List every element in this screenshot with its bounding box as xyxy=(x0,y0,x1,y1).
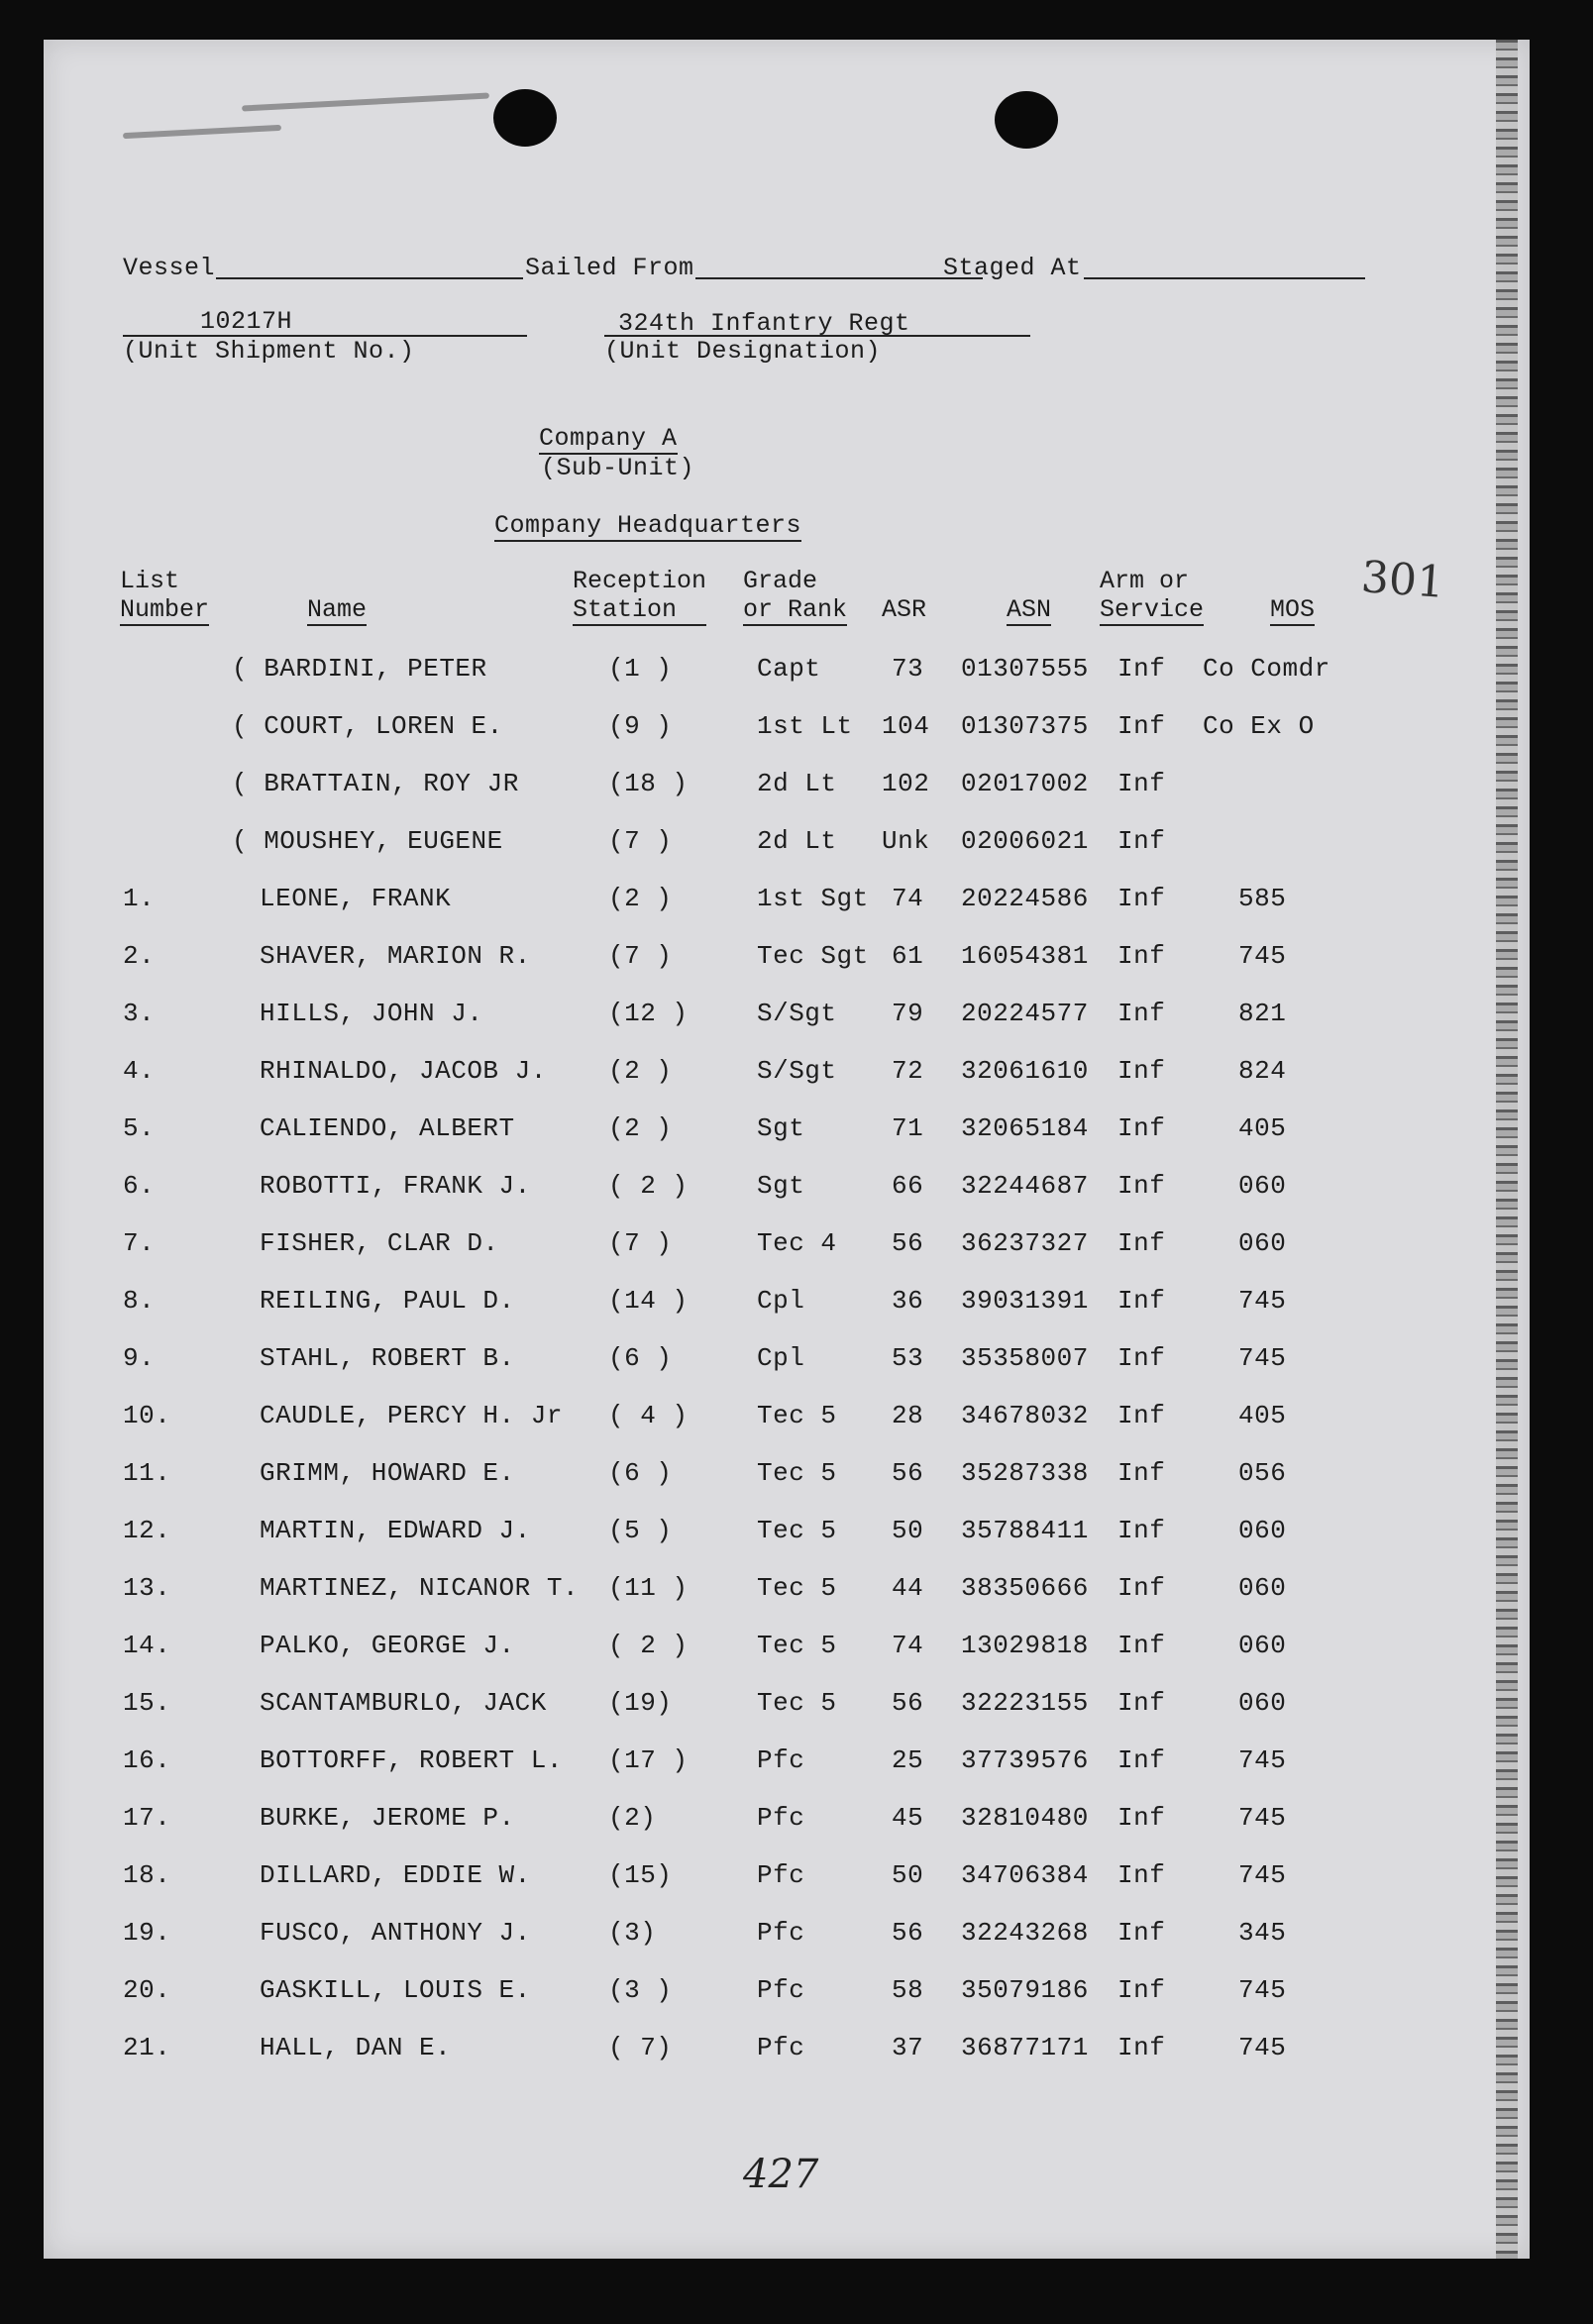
cell-grade: Sgt xyxy=(757,1171,805,1201)
cell-no: 16. xyxy=(123,1745,171,1775)
cell-asn: 02017002 xyxy=(961,769,1089,798)
unit-designation-caption: (Unit Designation) xyxy=(604,337,882,366)
cell-name: CAUDLE, PERCY H. Jr xyxy=(260,1401,563,1430)
cell-asr: 56 xyxy=(892,1688,924,1718)
cell-asn: 32065184 xyxy=(961,1113,1089,1143)
table-row xyxy=(44,1745,1490,1781)
cell-arm: Inf xyxy=(1117,1171,1166,1201)
cell-mos: 060 xyxy=(1238,1631,1287,1660)
cell-no: 5. xyxy=(123,1113,156,1143)
cell-mos: 405 xyxy=(1238,1113,1287,1143)
cell-no: 20. xyxy=(123,1975,171,2005)
table-row xyxy=(44,1401,1490,1436)
cell-name: GASKILL, LOUIS E. xyxy=(260,1975,531,2005)
cell-asr: 102 xyxy=(882,769,930,798)
cell-mos: 060 xyxy=(1238,1516,1287,1545)
cell-asr: 56 xyxy=(892,1228,924,1258)
vessel-label: Vessel xyxy=(123,254,216,282)
cell-mos: 060 xyxy=(1238,1228,1287,1258)
cell-mos: Co Ex O xyxy=(1203,711,1315,741)
col-asn: ASN xyxy=(1007,595,1052,624)
cell-station: (2 ) xyxy=(608,1056,673,1086)
cell-no: 10. xyxy=(123,1401,171,1430)
cell-no: 4. xyxy=(123,1056,156,1086)
cell-name: HILLS, JOHN J. xyxy=(260,999,483,1028)
cell-asr: 25 xyxy=(892,1745,924,1775)
cell-mos: 060 xyxy=(1238,1688,1287,1718)
cell-name: CALIENDO, ALBERT xyxy=(260,1113,515,1143)
cell-grade: S/Sgt xyxy=(757,1056,837,1086)
cell-arm: Inf xyxy=(1117,769,1166,798)
cell-mos: 745 xyxy=(1238,2033,1287,2062)
cell-station: ( 4 ) xyxy=(608,1401,689,1430)
cell-station: (17 ) xyxy=(608,1745,689,1775)
table-row xyxy=(44,1056,1490,1092)
cell-asr: 56 xyxy=(892,1918,924,1948)
table-row xyxy=(44,2033,1490,2068)
cell-asn: 35358007 xyxy=(961,1343,1089,1373)
cell-no: 6. xyxy=(123,1171,156,1201)
unit-designation: 324th Infantry Regt xyxy=(618,309,910,338)
cell-grade: Tec 5 xyxy=(757,1688,837,1718)
cell-mos: 821 xyxy=(1238,999,1287,1028)
cell-grade: Tec 5 xyxy=(757,1458,837,1488)
cell-mos: 060 xyxy=(1238,1171,1287,1201)
cell-arm: Inf xyxy=(1117,1113,1166,1143)
cell-no: 12. xyxy=(123,1516,171,1545)
table-row xyxy=(44,999,1490,1034)
cell-name: BURKE, JEROME P. xyxy=(260,1803,515,1833)
section-title: Company Headquarters xyxy=(494,511,802,540)
cell-arm: Inf xyxy=(1117,941,1166,971)
binding-edge xyxy=(1496,40,1518,2259)
table-row xyxy=(44,1343,1490,1379)
col-name: Name xyxy=(307,595,368,624)
sub-unit: Company A xyxy=(539,424,678,453)
cell-grade: 1st Sgt xyxy=(757,884,869,913)
cell-arm: Inf xyxy=(1117,654,1166,684)
staged-at-label: Staged At xyxy=(943,254,1082,282)
cell-asr: 50 xyxy=(892,1860,924,1890)
cell-asr: 74 xyxy=(892,884,924,913)
cell-arm: Inf xyxy=(1117,1631,1166,1660)
table-row xyxy=(44,826,1490,862)
cell-grade: Cpl xyxy=(757,1343,805,1373)
cell-station: (1 ) xyxy=(608,654,673,684)
cell-grade: Pfc xyxy=(757,1918,805,1948)
cell-name: ( BARDINI, PETER xyxy=(232,654,487,684)
table-row xyxy=(44,1113,1490,1149)
cell-arm: Inf xyxy=(1117,1573,1166,1603)
cell-mos: 345 xyxy=(1238,1918,1287,1948)
cell-mos: 585 xyxy=(1238,884,1287,913)
cell-no: 1. xyxy=(123,884,156,913)
cell-grade: Tec 5 xyxy=(757,1631,837,1660)
table-row xyxy=(44,1458,1490,1494)
cell-asn: 39031391 xyxy=(961,1286,1089,1316)
cell-asn: 32061610 xyxy=(961,1056,1089,1086)
scan-smudge xyxy=(242,92,489,111)
vessel-blank xyxy=(216,277,523,279)
cell-arm: Inf xyxy=(1117,1458,1166,1488)
cell-mos: 824 xyxy=(1238,1056,1287,1086)
table-row xyxy=(44,1860,1490,1896)
cell-arm: Inf xyxy=(1117,1343,1166,1373)
cell-no: 13. xyxy=(123,1573,171,1603)
cell-asn: 01307555 xyxy=(961,654,1089,684)
cell-name: ( BRATTAIN, ROY JR xyxy=(232,769,519,798)
cell-grade: Pfc xyxy=(757,1975,805,2005)
table-row xyxy=(44,1803,1490,1839)
cell-grade: Pfc xyxy=(757,1803,805,1833)
cell-no: 3. xyxy=(123,999,156,1028)
cell-arm: Inf xyxy=(1117,884,1166,913)
cell-arm: Inf xyxy=(1117,1803,1166,1833)
document-page xyxy=(44,40,1530,2259)
cell-asr: 44 xyxy=(892,1573,924,1603)
cell-station: (9 ) xyxy=(608,711,673,741)
cell-no: 9. xyxy=(123,1343,156,1373)
cell-asn: 20224577 xyxy=(961,999,1089,1028)
table-row xyxy=(44,1573,1490,1609)
cell-arm: Inf xyxy=(1117,1688,1166,1718)
cell-station: (2 ) xyxy=(608,1113,673,1143)
col-reception-station: Reception Station xyxy=(573,567,707,624)
cell-arm: Inf xyxy=(1117,826,1166,856)
cell-station: (6 ) xyxy=(608,1458,673,1488)
cell-name: PALKO, GEORGE J. xyxy=(260,1631,515,1660)
cell-name: FUSCO, ANTHONY J. xyxy=(260,1918,531,1948)
cell-grade: 2d Lt xyxy=(757,769,837,798)
cell-asr: 74 xyxy=(892,1631,924,1660)
cell-station: ( 7) xyxy=(608,2033,673,2062)
cell-mos: 745 xyxy=(1238,941,1287,971)
cell-station: (3 ) xyxy=(608,1975,673,2005)
cell-asr: 104 xyxy=(882,711,930,741)
cell-no: 8. xyxy=(123,1286,156,1316)
cell-arm: Inf xyxy=(1117,1516,1166,1545)
cell-asn: 37739576 xyxy=(961,1745,1089,1775)
cell-asr: 50 xyxy=(892,1516,924,1545)
cell-arm: Inf xyxy=(1117,1860,1166,1890)
table-row xyxy=(44,1286,1490,1321)
sailed-from-blank xyxy=(695,277,983,279)
cell-name: HALL, DAN E. xyxy=(260,2033,452,2062)
cell-grade: 2d Lt xyxy=(757,826,837,856)
cell-asn: 36237327 xyxy=(961,1228,1089,1258)
cell-station: (5 ) xyxy=(608,1516,673,1545)
cell-station: ( 2 ) xyxy=(608,1171,689,1201)
cell-asr: 28 xyxy=(892,1401,924,1430)
cell-station: (19) xyxy=(608,1688,673,1718)
cell-grade: S/Sgt xyxy=(757,999,837,1028)
cell-station: (12 ) xyxy=(608,999,689,1028)
table-row xyxy=(44,941,1490,977)
table-row xyxy=(44,654,1490,689)
cell-asn: 34678032 xyxy=(961,1401,1089,1430)
cell-no: 14. xyxy=(123,1631,171,1660)
cell-no: 15. xyxy=(123,1688,171,1718)
cell-mos: Co Comdr xyxy=(1203,654,1330,684)
cell-name: BOTTORFF, ROBERT L. xyxy=(260,1745,563,1775)
table-row xyxy=(44,1228,1490,1264)
cell-station: (3) xyxy=(608,1918,657,1948)
handwritten-page-number: 427 xyxy=(743,2152,819,2197)
cell-asn: 01307375 xyxy=(961,711,1089,741)
cell-no: 7. xyxy=(123,1228,156,1258)
cell-asn: 02006021 xyxy=(961,826,1089,856)
cell-asr: 45 xyxy=(892,1803,924,1833)
cell-grade: Tec 5 xyxy=(757,1573,837,1603)
cell-asr: 61 xyxy=(892,941,924,971)
cell-asr: 79 xyxy=(892,999,924,1028)
cell-no: 19. xyxy=(123,1918,171,1948)
sub-unit-caption: (Sub-Unit) xyxy=(541,454,695,482)
cell-asn: 35788411 xyxy=(961,1516,1089,1545)
col-mos: MOS xyxy=(1270,595,1316,624)
cell-asr: 37 xyxy=(892,2033,924,2062)
cell-name: MARTINEZ, NICANOR T. xyxy=(260,1573,580,1603)
cell-station: (15) xyxy=(608,1860,673,1890)
cell-mos: 745 xyxy=(1238,1860,1287,1890)
cell-grade: Tec 5 xyxy=(757,1516,837,1545)
table-row xyxy=(44,711,1490,747)
cell-asn: 32243268 xyxy=(961,1918,1089,1948)
cell-name: GRIMM, HOWARD E. xyxy=(260,1458,515,1488)
cell-grade: Tec Sgt xyxy=(757,941,869,971)
scan-smudge xyxy=(123,125,281,139)
cell-grade: 1st Lt xyxy=(757,711,853,741)
cell-station: (2 ) xyxy=(608,884,673,913)
cell-mos: 060 xyxy=(1238,1573,1287,1603)
unit-shipment-caption: (Unit Shipment No.) xyxy=(123,337,415,366)
cell-no: 17. xyxy=(123,1803,171,1833)
cell-station: (7 ) xyxy=(608,941,673,971)
unit-shipment-no: 10217H xyxy=(200,307,293,336)
cell-asr: 56 xyxy=(892,1458,924,1488)
cell-asn: 35079186 xyxy=(961,1975,1089,2005)
cell-name: LEONE, FRANK xyxy=(260,884,452,913)
table-row xyxy=(44,1975,1490,2011)
cell-mos: 745 xyxy=(1238,1803,1287,1833)
cell-name: ( MOUSHEY, EUGENE xyxy=(232,826,503,856)
table-row xyxy=(44,769,1490,804)
cell-asr: 36 xyxy=(892,1286,924,1316)
cell-grade: Capt xyxy=(757,654,821,684)
page-stamp-number: 301 xyxy=(1359,552,1446,608)
cell-arm: Inf xyxy=(1117,1056,1166,1086)
cell-station: (7 ) xyxy=(608,1228,673,1258)
cell-asn: 20224586 xyxy=(961,884,1089,913)
cell-station: (14 ) xyxy=(608,1286,689,1316)
table-row xyxy=(44,1516,1490,1551)
cell-name: FISHER, CLAR D. xyxy=(260,1228,499,1258)
cell-arm: Inf xyxy=(1117,1401,1166,1430)
cell-name: ROBOTTI, FRANK J. xyxy=(260,1171,531,1201)
cell-name: ( COURT, LOREN E. xyxy=(232,711,503,741)
cell-asn: 36877171 xyxy=(961,2033,1089,2062)
sailed-from-label: Sailed From xyxy=(525,254,694,282)
cell-no: 11. xyxy=(123,1458,171,1488)
cell-no: 21. xyxy=(123,2033,171,2062)
cell-arm: Inf xyxy=(1117,1918,1166,1948)
table-row xyxy=(44,1688,1490,1724)
cell-arm: Inf xyxy=(1117,1286,1166,1316)
cell-asn: 32810480 xyxy=(961,1803,1089,1833)
staged-at-blank xyxy=(1084,277,1365,279)
cell-grade: Cpl xyxy=(757,1286,805,1316)
cell-station: (7 ) xyxy=(608,826,673,856)
cell-asr: Unk xyxy=(882,826,930,856)
cell-station: (6 ) xyxy=(608,1343,673,1373)
cell-mos: 745 xyxy=(1238,1745,1287,1775)
cell-mos: 405 xyxy=(1238,1401,1287,1430)
punch-hole-left xyxy=(493,89,557,147)
cell-arm: Inf xyxy=(1117,999,1166,1028)
cell-name: SHAVER, MARION R. xyxy=(260,941,531,971)
cell-station: (2) xyxy=(608,1803,657,1833)
cell-asn: 38350666 xyxy=(961,1573,1089,1603)
cell-asr: 71 xyxy=(892,1113,924,1143)
table-row xyxy=(44,1171,1490,1207)
cell-asr: 72 xyxy=(892,1056,924,1086)
cell-asr: 66 xyxy=(892,1171,924,1201)
cell-asr: 73 xyxy=(892,654,924,684)
table-row xyxy=(44,1631,1490,1666)
cell-arm: Inf xyxy=(1117,2033,1166,2062)
cell-mos: 745 xyxy=(1238,1343,1287,1373)
cell-mos: 745 xyxy=(1238,1286,1287,1316)
cell-name: SCANTAMBURLO, JACK xyxy=(260,1688,547,1718)
cell-grade: Pfc xyxy=(757,2033,805,2062)
cell-asn: 16054381 xyxy=(961,941,1089,971)
cell-name: RHINALDO, JACOB J. xyxy=(260,1056,547,1086)
cell-arm: Inf xyxy=(1117,1745,1166,1775)
table-row xyxy=(44,1918,1490,1954)
cell-station: (11 ) xyxy=(608,1573,689,1603)
cell-asn: 13029818 xyxy=(961,1631,1089,1660)
cell-grade: Sgt xyxy=(757,1113,805,1143)
col-arm-service: Arm or Service xyxy=(1100,567,1205,624)
col-grade: Grade or Rank xyxy=(743,567,848,624)
cell-grade: Pfc xyxy=(757,1860,805,1890)
cell-grade: Tec 5 xyxy=(757,1401,837,1430)
punch-hole-right xyxy=(995,91,1058,149)
cell-asn: 34706384 xyxy=(961,1860,1089,1890)
table-row xyxy=(44,884,1490,919)
cell-name: REILING, PAUL D. xyxy=(260,1286,515,1316)
cell-asn: 35287338 xyxy=(961,1458,1089,1488)
cell-arm: Inf xyxy=(1117,1228,1166,1258)
cell-grade: Tec 4 xyxy=(757,1228,837,1258)
cell-station: ( 2 ) xyxy=(608,1631,689,1660)
col-list-number: List Number xyxy=(120,567,210,624)
cell-name: STAHL, ROBERT B. xyxy=(260,1343,515,1373)
cell-mos: 745 xyxy=(1238,1975,1287,2005)
cell-mos: 056 xyxy=(1238,1458,1287,1488)
cell-arm: Inf xyxy=(1117,1975,1166,2005)
cell-name: DILLARD, EDDIE W. xyxy=(260,1860,531,1890)
cell-asn: 32244687 xyxy=(961,1171,1089,1201)
cell-asr: 53 xyxy=(892,1343,924,1373)
col-asr: ASR xyxy=(882,595,927,624)
cell-no: 2. xyxy=(123,941,156,971)
cell-name: MARTIN, EDWARD J. xyxy=(260,1516,531,1545)
cell-arm: Inf xyxy=(1117,711,1166,741)
cell-asn: 32223155 xyxy=(961,1688,1089,1718)
cell-grade: Pfc xyxy=(757,1745,805,1775)
cell-asr: 58 xyxy=(892,1975,924,2005)
cell-no: 18. xyxy=(123,1860,171,1890)
cell-station: (18 ) xyxy=(608,769,689,798)
